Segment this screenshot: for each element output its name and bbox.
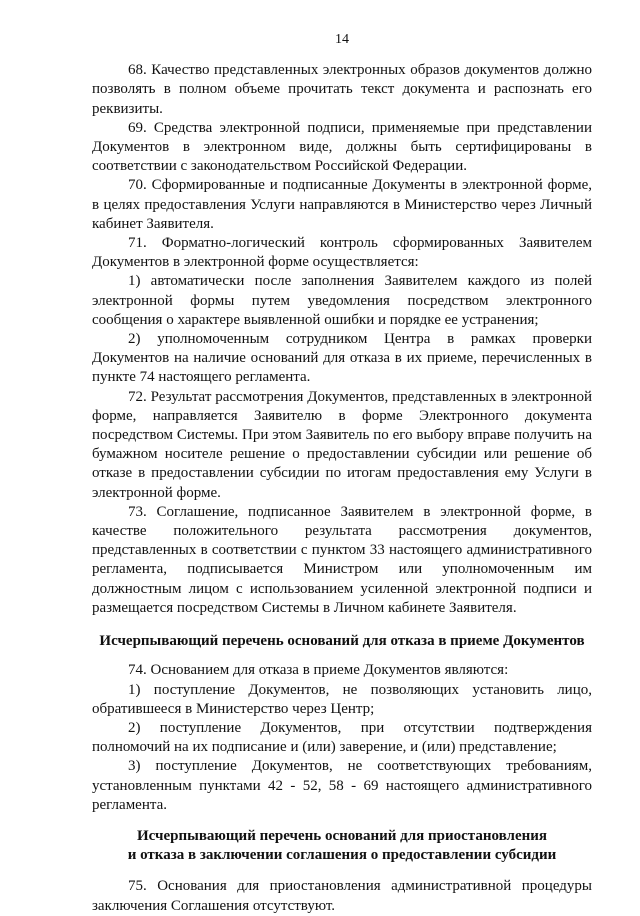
paragraph-74-item-3: 3) поступление Документов, не соответствующих требованиям, установленным пунктами 42 - 52, 58 - 69 настоящего административного регламента. <box>92 758 592 813</box>
paragraph-69: 69. Средства электронной подписи, применяемые при представлении Документов в электронном виде, должны быть сертифицированы в соответствии с законодательством Российской Федерации. <box>92 119 592 175</box>
section-heading-line-2: и отказа в заключении соглашения о предоставлении субсидии <box>127 847 557 864</box>
paragraph-71-item-1: 1) автоматически после заполнения Заявителем каждого из полей электронной формы путем уведомления посредством электронного сообщения о характере выявленной ошибки и порядке ее устранения; <box>92 273 592 328</box>
paragraph-74-item-1: 1) поступление Документов, не позволяющих установить лицо, обратившееся в Министерство через Центр; <box>92 681 592 717</box>
paragraph-75: 75. Основания для приостановления административной процедуры заключения Соглашения отсутствуют. <box>92 878 592 914</box>
paragraph-70: 70. Сформированные и подписанные Документы в электронной форме, в целях предоставления Услуги направляются в Министерство через Личный кабинет Заявителя. <box>92 177 592 232</box>
paragraph-68: 68. Качество представленных электронных образов документов должно позволять в полном объеме прочитать текст документа и распознать его реквизиты. <box>92 62 592 117</box>
section-heading-refusal-grounds: Исчерпывающий перечень оснований для отказа в приеме Документов <box>99 633 585 650</box>
paragraph-71: 71. Форматно-логический контроль сформированных Заявителем Документов в электронной форме осуществляется: <box>92 235 592 271</box>
paragraph-74: 74. Основанием для отказа в приеме Документов являются: <box>128 662 509 679</box>
paragraph-72: 72. Результат рассмотрения Документов, представленных в электронной форме, направляется Заявителю в форме Электронного документа посредством Системы. При этом Заявитель по его выбору вправе получить на бумажном носителе решение о предоставлении субсидии или решение об отказе в предоставлении субсидии по итогам предоставления ему Услуги в электронной форме. <box>92 388 592 501</box>
paragraph-74-item-2: 2) поступление Документов, при отсутствии подтверждения полномочий на их подписание и (или) заверение, и (или) представление; <box>92 719 592 756</box>
page-number: 14 <box>335 32 349 47</box>
paragraph-73: 73. Соглашение, подписанное Заявителем в электронной форме, в качестве положительного результата рассмотрения документов, представленных в соответствии с пунктом 33 настоящего административного регламента, подписывается Министром или уполномоченным им должностным лицом с использованием усиленной электронной подписи и размещается посредством Системы в Личном кабинете Заявителя. <box>92 503 592 616</box>
section-heading-suspension-grounds <box>92 827 592 865</box>
document-page <box>92 30 592 916</box>
section-heading-line-1: Исчерпывающий перечень оснований для приостановления <box>136 827 548 844</box>
paragraph-71-item-2: 2) уполномоченным сотрудником Центра в рамках проверки Документов на наличие оснований для отказа в их приеме, перечисленных в пункте 74 настоящего регламента. <box>92 331 592 386</box>
